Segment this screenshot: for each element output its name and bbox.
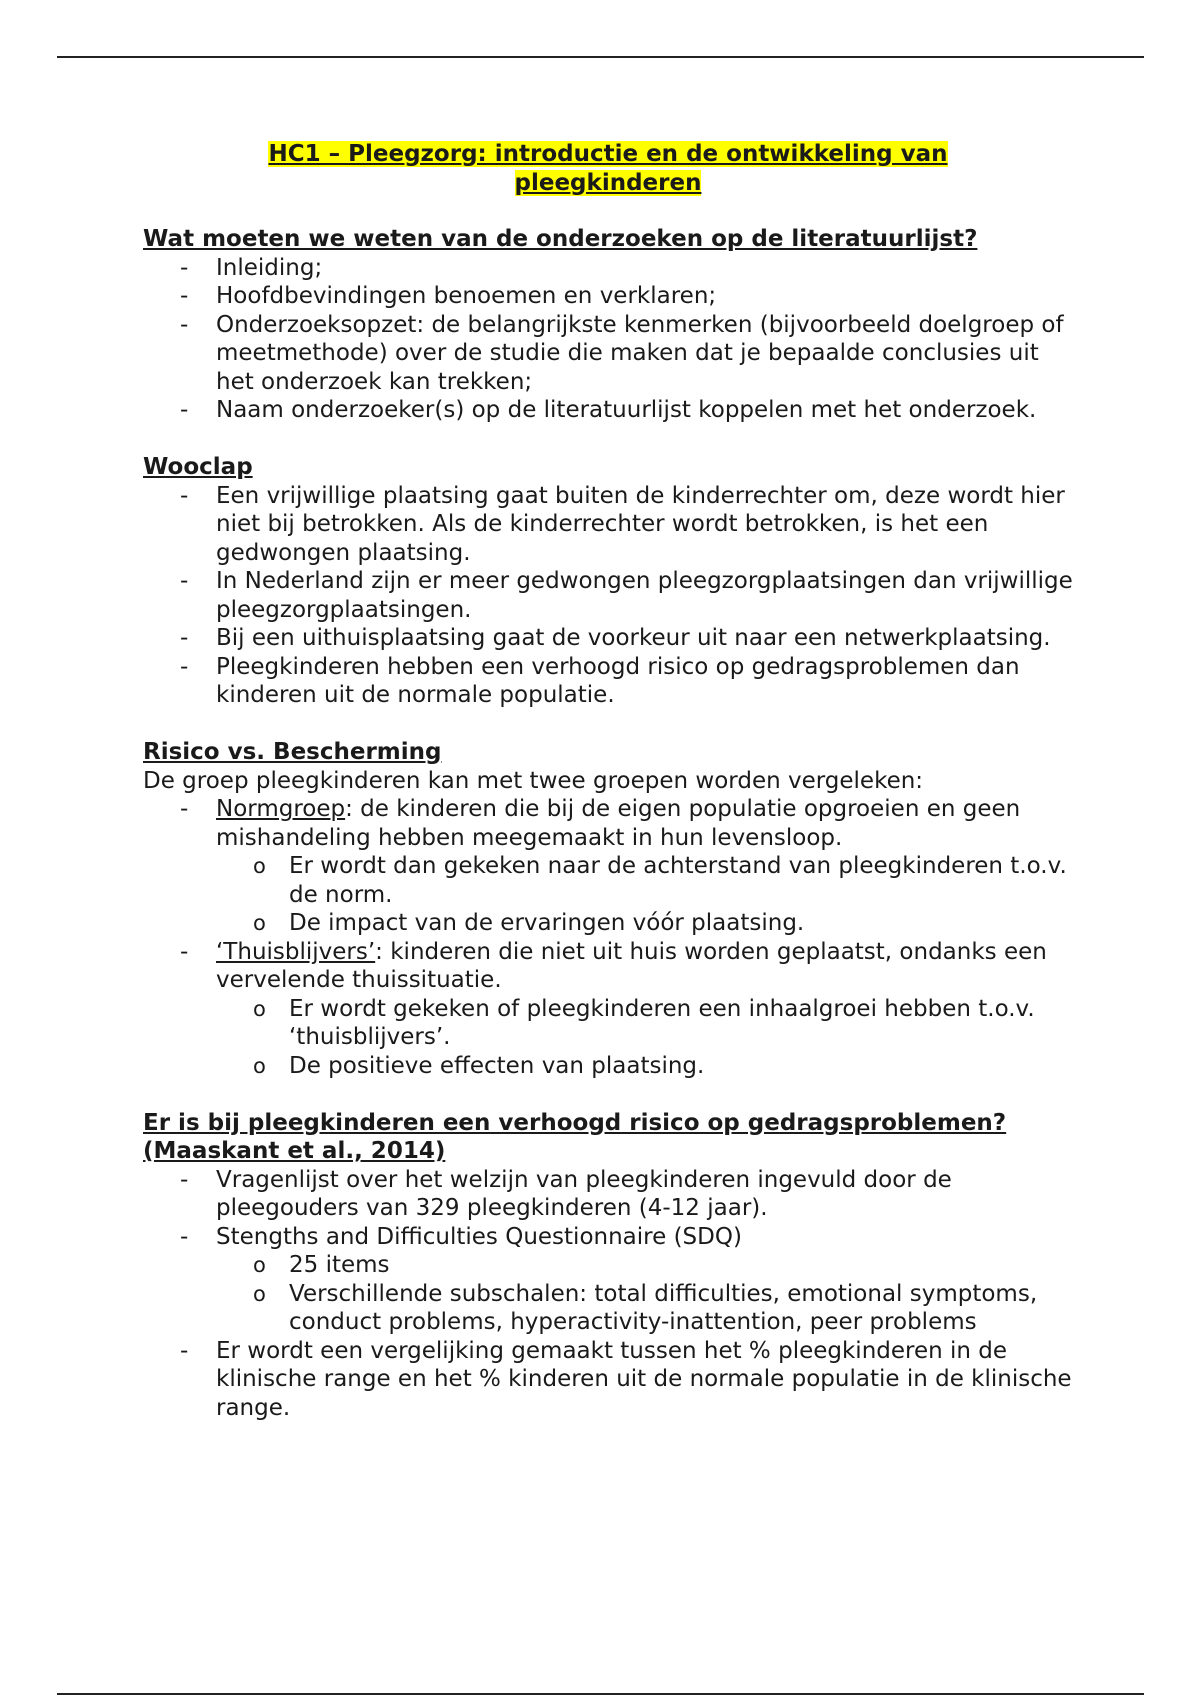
page-title-line-2: pleegkinderen bbox=[514, 169, 702, 196]
section-intro: De groep pleegkinderen kan met twee groepen worden vergeleken: bbox=[143, 767, 924, 794]
bullet-list bbox=[143, 254, 1073, 425]
list-item bbox=[143, 938, 1073, 1081]
term-description: : de kinderen die bij de eigen populatie opgroeien en geen mishandeling hebben meegemaakt in hun levensloop. bbox=[216, 796, 1021, 851]
header-rule bbox=[57, 56, 1144, 58]
document-body bbox=[143, 140, 1073, 1451]
sub-list-item: o 25 items bbox=[216, 1251, 1073, 1280]
section-wooclap bbox=[143, 453, 1073, 710]
sub-list-item: o De impact van de ervaringen vóór plaatsing. bbox=[216, 909, 1073, 938]
bullet-list bbox=[143, 795, 1073, 1080]
term-normgroep: Normgroep bbox=[216, 796, 346, 822]
list-item: - Inleiding; bbox=[143, 254, 1073, 283]
section-risico bbox=[143, 738, 1073, 1080]
list-item-text: Stengths and Difficulties Questionnaire (SDQ) bbox=[216, 1223, 742, 1250]
term-description: : kinderen die niet uit huis worden geplaatst, ondanks een vervelende thuissituatie. bbox=[216, 938, 1047, 993]
list-item: - Hoofdbevindingen benoemen en verklaren; bbox=[143, 282, 1073, 311]
list-item: - In Nederland zijn er meer gedwongen pleegzorgplaatsingen dan vrijwillige pleegzorgplaatsingen. bbox=[143, 567, 1073, 624]
sub-list-item: o Er wordt dan gekeken naar de achterstand van pleegkinderen t.o.v. de norm. bbox=[216, 852, 1073, 909]
term-thuisblijvers: ‘Thuisblijvers’ bbox=[216, 938, 376, 965]
page-title-line-1: HC1 – Pleegzorg: introductie en de ontwikkeling van bbox=[268, 141, 948, 167]
list-item: - Pleegkinderen hebben een verhoogd risico op gedragsproblemen dan kinderen uit de normale populatie. bbox=[143, 653, 1073, 710]
section-heading: Risico vs. Bescherming bbox=[143, 739, 442, 765]
section-heading bbox=[143, 1109, 1073, 1166]
list-item bbox=[143, 795, 1073, 938]
list-item: - Naam onderzoeker(s) op de literatuurlijst koppelen met het onderzoek. bbox=[143, 396, 1073, 425]
footer-rule bbox=[57, 1693, 1144, 1695]
bullet-list bbox=[143, 482, 1073, 710]
sub-list bbox=[216, 852, 1073, 938]
sub-list bbox=[216, 995, 1073, 1081]
sub-list-item: o De positieve effecten van plaatsing. bbox=[216, 1052, 1073, 1081]
page-title bbox=[143, 140, 1073, 197]
bullet-list bbox=[143, 1166, 1073, 1423]
list-item: - Vragenlijst over het welzijn van pleegkinderen ingevuld door de pleegouders van 329 pleegkinderen (4-12 jaar). bbox=[143, 1166, 1073, 1223]
list-item: - Er wordt een vergelijking gemaakt tussen het % pleegkinderen in de klinische range en het % kinderen uit de normale populatie in de klinische range. bbox=[143, 1337, 1073, 1423]
list-item: - Bij een uithuisplaatsing gaat de voorkeur uit naar een netwerkplaatsing. bbox=[143, 624, 1073, 653]
list-item: - Onderzoeksopzet: de belangrijkste kenmerken (bijvoorbeeld doelgroep of meetmethode) over de studie die maken dat je bepaalde conclusies uit het onderzoek kan trekken; bbox=[143, 311, 1073, 397]
list-item bbox=[143, 1223, 1073, 1337]
sub-list-item: o Er wordt gekeken of pleegkinderen een inhaalgroei hebben t.o.v. ‘thuisblijvers’. bbox=[216, 995, 1073, 1052]
section-heading-line-1: Er is bij pleegkinderen een verhoogd risico op gedragsproblemen? bbox=[143, 1109, 1007, 1136]
section-heading-line-2: (Maaskant et al., 2014) bbox=[143, 1138, 446, 1164]
section-heading: Wat moeten we weten van de onderzoeken op de literatuurlijst? bbox=[143, 226, 978, 252]
section-maaskant bbox=[143, 1109, 1073, 1423]
list-item: - Een vrijwillige plaatsing gaat buiten de kinderrechter om, deze wordt hier niet bij betrokken. Als de kinderrechter wordt betrokken, is het een gedwongen plaatsing. bbox=[143, 482, 1073, 568]
section-heading: Wooclap bbox=[143, 454, 253, 480]
section-literatuur bbox=[143, 225, 1073, 425]
sub-list-item: o Verschillende subschalen: total difficulties, emotional symptoms, conduct problems, hyperactivity-inattention, peer problems bbox=[216, 1280, 1073, 1337]
sub-list bbox=[216, 1251, 1073, 1337]
